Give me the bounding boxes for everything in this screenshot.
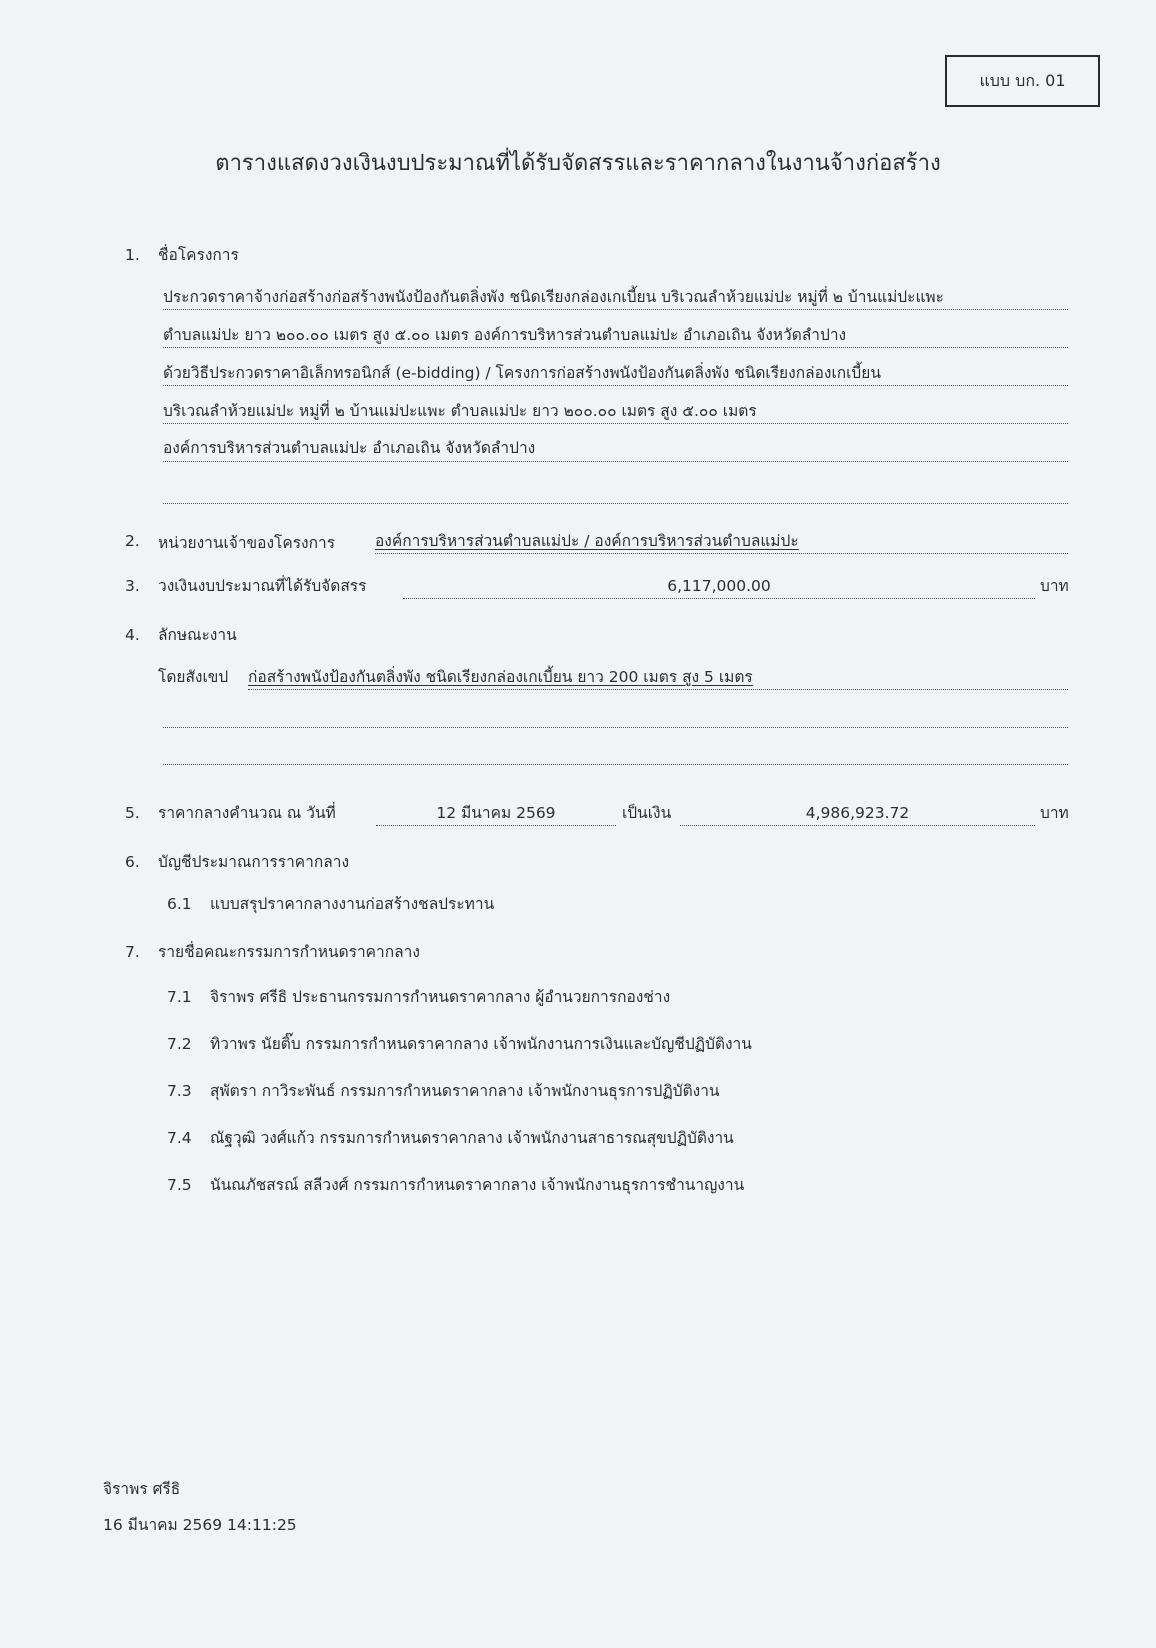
dotted-line: [680, 825, 1035, 826]
footer-name: จิราพร ศรีธิ: [103, 1480, 181, 1498]
dotted-line: [376, 825, 616, 826]
committee-member-text: ทิวาพร นัยติ๊บ กรรมการกำหนดราคากลาง เจ้าพนักงานการเงินและบัญชีปฏิบัติงาน: [210, 1035, 752, 1053]
section4-number: 4.: [125, 626, 140, 644]
form-code-box: แบบ บก. 01: [945, 55, 1100, 107]
median-price-amount: 4,986,923.72: [805, 804, 910, 822]
project-name-line-4: บริเวณลำห้วยแม่ปะ หมู่ที่ ๒ บ้านแม่ปะแพะ ตำบลแม่ปะ ยาว ๒๐๐.๐๐ เมตร สูง ๕.๐๐ เมตร: [163, 402, 757, 420]
committee-member-number: 7.3: [167, 1082, 192, 1100]
dotted-line: [163, 764, 1068, 765]
section6-label: บัญชีประมาณการราคากลาง: [158, 853, 350, 871]
median-price-unit: บาท: [1040, 804, 1069, 822]
dotted-line: [403, 598, 1035, 599]
section3-label: วงเงินงบประมาณที่ได้รับจัดสรร: [158, 577, 367, 595]
section4-sub-label: โดยสังเขป: [158, 668, 229, 686]
footer-timestamp: 16 มีนาคม 2569 14:11:25: [103, 1516, 297, 1534]
section5-label: ราคากลางคำนวณ ณ วันที่: [158, 804, 336, 822]
section7-number: 7.: [125, 943, 140, 961]
median-price-date: 12 มีนาคม 2569: [436, 804, 556, 822]
committee-member-text: สุพัตรา กาวิระพันธ์ กรรมการกำหนดราคากลาง เจ้าพนักงานธุรการปฏิบัติงาน: [210, 1082, 720, 1100]
committee-member-number: 7.5: [167, 1176, 192, 1194]
work-description-value: ก่อสร้างพนังป้องกันตลิ่งพัง ชนิดเรียงกล่องเกเบี้ยน ยาว 200 เมตร สูง 5 เมตร: [248, 668, 753, 686]
committee-member-text: จิราพร ศรีธิ ประธานกรรมการกำหนดราคากลาง ผู้อำนวยการกองช่าง: [210, 988, 671, 1006]
section2-number: 2.: [125, 532, 140, 550]
dotted-line: [163, 347, 1068, 348]
dotted-line: [163, 423, 1068, 424]
section5-number: 5.: [125, 804, 140, 822]
committee-member-text: นันณภัชสรณ์ สลีวงศ์ กรรมการกำหนดราคากลาง เจ้าพนักงานธุรการชำนาญงาน: [210, 1176, 745, 1194]
committee-member-text: ณัฐวุฒิ วงศ์แก้ว กรรมการกำหนดราคากลาง เจ้าพนักงานสาธารณสุขปฏิบัติงาน: [210, 1129, 734, 1147]
dotted-line: [375, 553, 1068, 554]
dotted-line: [163, 385, 1068, 386]
dotted-line: [248, 689, 1068, 690]
project-name-line-5: องค์การบริหารส่วนตำบลแม่ปะ อำเภอเถิน จังหวัดลำปาง: [163, 439, 536, 457]
budget-unit: บาท: [1040, 577, 1069, 595]
project-owner-value: องค์การบริหารส่วนตำบลแม่ปะ / องค์การบริหารส่วนตำบลแม่ปะ: [375, 532, 799, 550]
project-name-line-1: ประกวดราคาจ้างก่อสร้างก่อสร้างพนังป้องกันตลิ่งพัง ชนิดเรียงกล่องเกเบี้ยน บริเวณลำห้วยแม่ปะ หมู่ที่ ๒ บ้านแม่ปะแพะ: [163, 288, 944, 306]
committee-member-number: 7.2: [167, 1035, 192, 1053]
committee-member-number: 7.1: [167, 988, 192, 1006]
budget-value: 6,117,000.00: [667, 577, 771, 595]
dotted-line: [163, 461, 1068, 462]
section3-number: 3.: [125, 577, 140, 595]
committee-member-number: 7.4: [167, 1129, 192, 1147]
section1-label: ชื่อโครงการ: [158, 246, 239, 264]
dotted-line: [163, 309, 1068, 310]
project-name-line-3: ด้วยวิธีประกวดราคาอิเล็กทรอนิกส์ (e-bidding) / โครงการก่อสร้างพนังป้องกันตลิ่งพัง ชนิดเรียงกล่องเกเบี้ยน: [163, 364, 881, 382]
dotted-line: [163, 503, 1068, 504]
dotted-line: [163, 727, 1068, 728]
document-title: ตารางแสดงวงเงินงบประมาณที่ได้รับจัดสรรและราคากลางในงานจ้างก่อสร้าง: [215, 151, 941, 176]
project-name-line-2: ตำบลแม่ปะ ยาว ๒๐๐.๐๐ เมตร สูง ๕.๐๐ เมตร องค์การบริหารส่วนตำบลแม่ปะ อำเภอเถิน จังหวัดลำปาง: [163, 326, 847, 344]
section6-item-number: 6.1: [167, 895, 192, 913]
section6-item-text: แบบสรุปราคากลางงานก่อสร้างชลประทาน: [210, 895, 495, 913]
section2-label: หน่วยงานเจ้าของโครงการ: [158, 534, 336, 552]
section4-label: ลักษณะงาน: [158, 626, 237, 644]
amount-label: เป็นเงิน: [622, 804, 672, 822]
section6-number: 6.: [125, 853, 140, 871]
section7-label: รายชื่อคณะกรรมการกำหนดราคากลาง: [158, 943, 420, 961]
section1-number: 1.: [125, 246, 140, 264]
